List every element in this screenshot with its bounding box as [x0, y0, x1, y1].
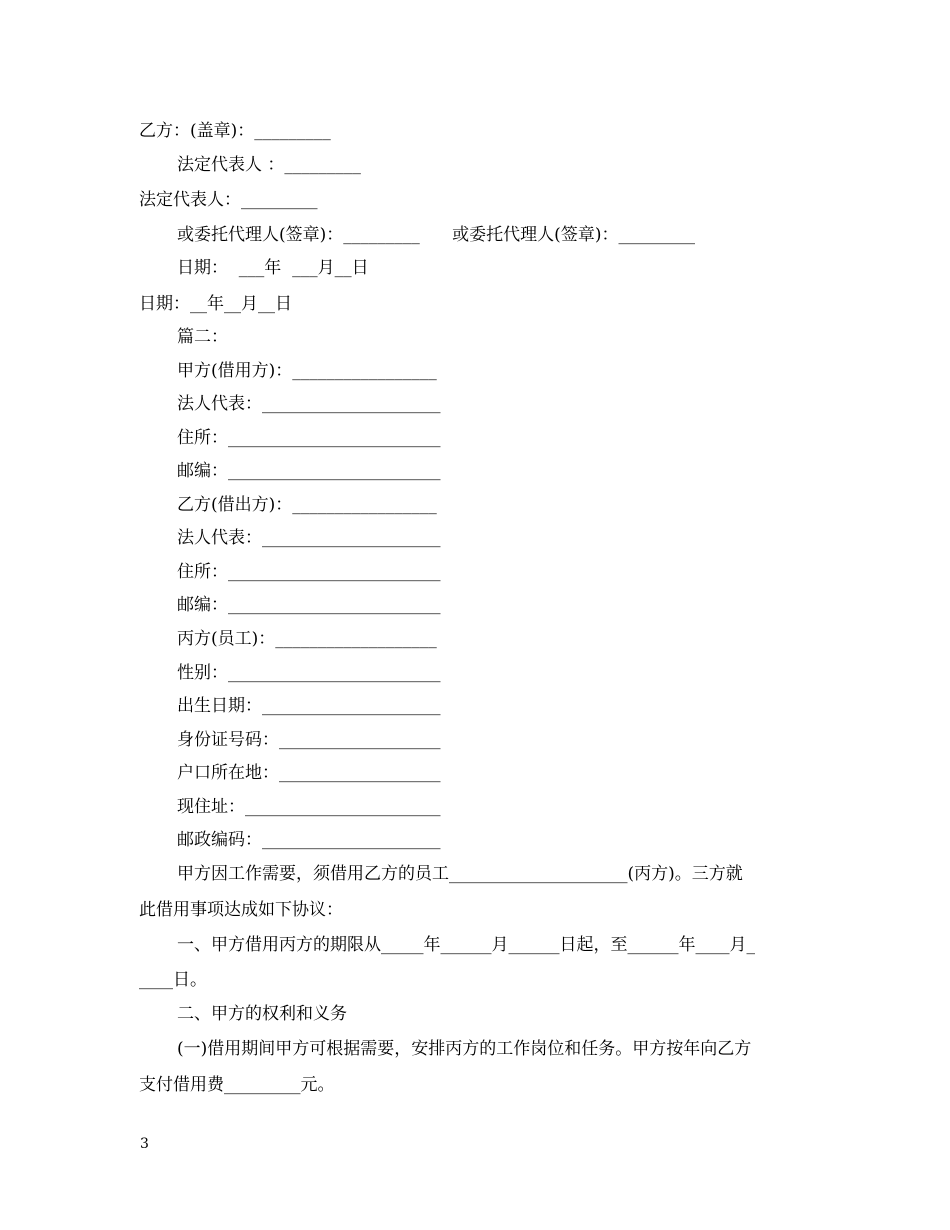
text-line: 一、甲方借用丙方的期限从_____年______月______日起，至______年____月_	[177, 935, 755, 955]
text-line: 性别：_________________________	[177, 663, 441, 683]
text-line: 丙方(员工)：___________________	[177, 629, 437, 649]
text-line: 或委托代理人(签章)：_________ 或委托代理人(签章)：_________	[177, 225, 695, 245]
text-line: 法人代表：_____________________	[177, 394, 441, 414]
page-number: 3	[140, 1136, 149, 1152]
text-line: (一)借用期间甲方可根据需要，安排丙方的工作岗位和任务。甲方按年向乙方	[177, 1039, 752, 1059]
text-line: 日期：__年__月__日	[139, 294, 292, 314]
text-line: 邮编：_________________________	[177, 595, 441, 615]
text-line: 户口所在地：___________________	[177, 763, 441, 783]
text-line: 甲方因工作需要，须借用乙方的员工_____________________(丙方)。三方就	[177, 864, 743, 884]
text-line: 法定代表人：_________	[139, 190, 318, 210]
text-line: 法人代表：_____________________	[177, 528, 441, 548]
text-line: 篇二：	[177, 327, 228, 347]
text-line: 日期： ___年 ___月__日	[177, 258, 369, 278]
text-line: 住所：_________________________	[177, 562, 441, 582]
text-line: 甲方(借用方)：_________________	[177, 361, 437, 381]
text-line: ____日。	[139, 970, 207, 990]
text-line: 邮编：_________________________	[177, 461, 441, 481]
text-line: 二、甲方的权利和义务	[177, 1004, 347, 1024]
text-line: 出生日期：_____________________	[177, 696, 441, 716]
text-line: 现住址：_______________________	[177, 797, 441, 817]
text-line: 邮政编码：_____________________	[177, 830, 441, 850]
text-line: 支付借用费_________元。	[139, 1075, 335, 1095]
text-line: 乙方：(盖章)：_________	[139, 121, 331, 141]
text-line: 法定代表人 ：_________	[177, 155, 361, 175]
text-line: 此借用事项达成如下协议：	[139, 900, 343, 920]
text-line: 乙方(借出方)：_________________	[177, 495, 437, 515]
text-line: 身份证号码：___________________	[177, 730, 441, 750]
text-line: 住所：_________________________	[177, 428, 441, 448]
